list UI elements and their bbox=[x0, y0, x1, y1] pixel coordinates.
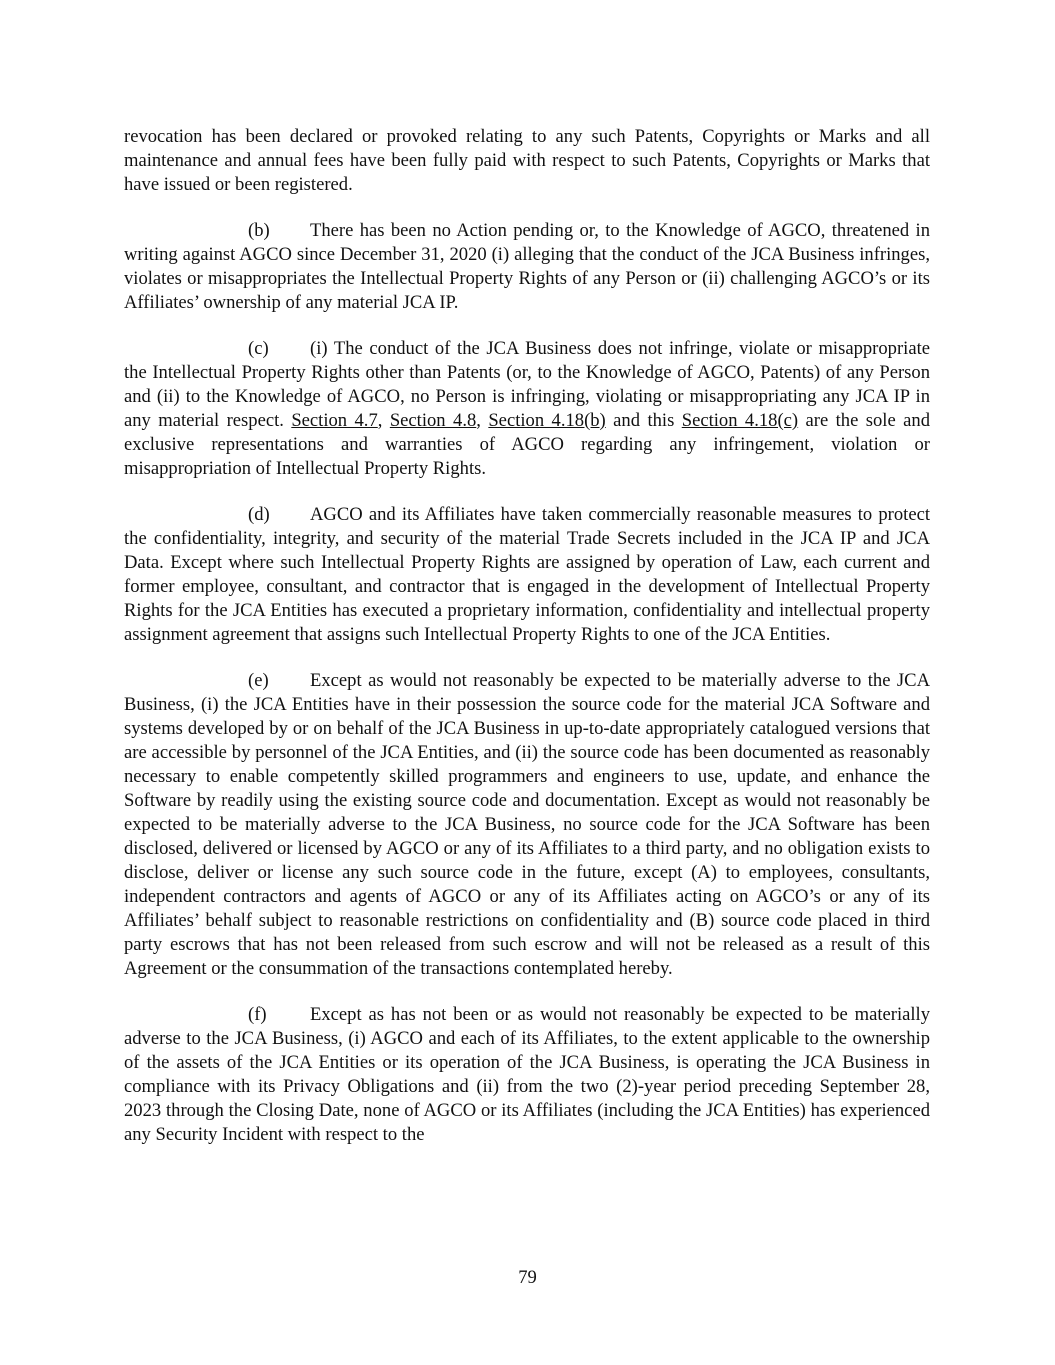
section-4-7-link: Section 4.7 bbox=[291, 410, 378, 431]
paragraph-f-text: Except as has not been or as would not reasonably be expected to be materially adverse to the JCA Business, (i) AGCO and each of its Affiliates, to the extent applicable to the ownership of the assets of the JCA Entities or its operation of the JCA Business, is operating the JCA Business in compliance with its Privacy Obligations and (ii) from the two (2)-year period preceding September 28, 2023 through the Closing Date, none of AGCO or its Affiliates (including the JCA Entities) has experienced any Security Incident with respect to the bbox=[124, 1004, 930, 1145]
paragraph-c bbox=[124, 337, 930, 481]
paragraph-f bbox=[124, 1003, 930, 1147]
paragraph-d-text: AGCO and its Affiliates have taken commercially reasonable measures to protect the confidentiality, integrity, and security of the material Trade Secrets included in the JCA IP and JCA Data. Except where such Intellectual Property Rights are assigned by operation of Law, each current and former employee, consultant, and contractor that is engaged in the development of Intellectual Property Rights for the JCA Entities has executed a proprietary information, confidentiality and intellectual property assignment agreement that assigns such Intellectual Property Rights to one of the JCA Entities. bbox=[124, 504, 930, 645]
continuation-paragraph: revocation has been declared or provoked relating to any such Patents, Copyrights or Marks and all maintenance and annual fees have been fully paid with respect to such Patents, Copyrights or Marks that have issued or been registered. bbox=[124, 126, 930, 195]
paragraph-b bbox=[124, 219, 930, 315]
section-4-18c-link: Section 4.18(c) bbox=[681, 410, 799, 431]
paragraph-c-label: (c) bbox=[248, 338, 269, 359]
paragraph-d-label: (d) bbox=[248, 504, 270, 525]
paragraph-e-label: (e) bbox=[248, 670, 269, 691]
paragraph-b-label: (b) bbox=[248, 220, 270, 241]
paragraph-e-text: Except as would not reasonably be expected to be materially adverse to the JCA Business, (i) the JCA Entities have in their possession the source code for the material JCA Software and systems developed by or on behalf of the JCA Business in up-to-date appropriately catalogued versions that are accessible by personnel of the JCA Entities, and (ii) the source code has been documented as reasonably necessary to enable competently skilled programmers and engineers to use, update, and enhance the Software by readily using the existing source code and documentation. Except as would not reasonably be expected to be materially adverse to the JCA Business, no source code for the JCA Software has been disclosed, delivered or licensed by AGCO or any of its Affiliates to a third party, and no obligation exists to disclose, deliver or license any such source code in the future, except (A) to employees, consultants, independent contractors and agents of AGCO or any of its Affiliates acting on AGCO’s or any of its Affiliates’ behalf subject to reasonable restrictions on confidentiality and (B) source code placed in third party escrows that has not been released from such escrow and will not be released as a result of this Agreement or the consummation of the transactions contemplated hereby. bbox=[124, 670, 930, 979]
paragraph-b-text: There has been no Action pending or, to the Knowledge of AGCO, threatened in writing against AGCO since December 31, 2020 (i) alleging that the conduct of the JCA Business infringes, violates or misappropriates the Intellectual Property Rights of any Person or (ii) challenging AGCO’s or its Affiliates’ ownership of any material JCA IP. bbox=[124, 220, 930, 313]
section-4-8-link: Section 4.8 bbox=[389, 410, 477, 431]
paragraph-f-label: (f) bbox=[248, 1004, 267, 1025]
paragraph-c-text-1: (i) The conduct of the JCA Business does not infringe, violate or misappropriate the Intellectual Property Rights other than Patents (or, to the Knowledge of AGCO, Patents) of any Person and (ii) to the Knowledge of AGCO, no Person is infringing, violating or misappropriating any JCA IP in any material respect. bbox=[124, 338, 930, 431]
separator: , bbox=[377, 410, 390, 431]
separator: and this bbox=[605, 410, 682, 431]
separator: , bbox=[476, 410, 489, 431]
paragraph-e bbox=[124, 669, 930, 981]
page-number: 79 bbox=[518, 1267, 537, 1288]
document-body bbox=[124, 125, 930, 1169]
paragraph-c-text-2: are the sole and exclusive representations and warranties of AGCO regarding any infringement, violation or misappropriation of Intellectual Property Rights. bbox=[124, 410, 930, 479]
paragraph-d bbox=[124, 503, 930, 647]
section-4-18b-link: Section 4.18(b) bbox=[488, 410, 606, 431]
